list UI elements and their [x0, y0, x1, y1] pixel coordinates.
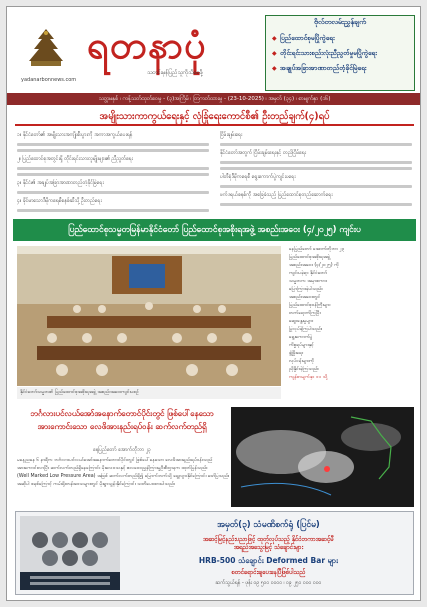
edition-dateline: သတ္တမနှစ် ၊ ကန့်သတ်ထုတ်ဝေမှု - (၃)အကြိမ် ၊ တြကတ်ထားမှု - (23-10-2025) ၊ အမှတ် (၃၄) ၊ စာမျက်နှာ (၁၆) [7, 93, 421, 105]
body-paragraph: ၄။ ခိုင်မာသောဒီမိုကရေစီစနစ်ဆီသို့ ဦးတည်ရေး [17, 198, 102, 204]
body-paragraph: ပြည်ထောင်စုအစိုးရအဖွဲ့ [289, 255, 330, 260]
emblem-icon [23, 27, 69, 69]
ad-title: အမှတ်(၃) သံမဏိစက်ရုံ (ပြင်မ) [217, 520, 320, 530]
article1-body [17, 131, 412, 227]
body-paragraph: ကျင်းပခဲ့ရာ နိုင်ငံတော် [289, 271, 328, 276]
body-paragraph: ရွေးကောက်ပွဲ [289, 335, 313, 340]
body-paragraph: ၁။ နိုင်ငံတော်၏ အမျိုးသားအကျိုးစီးပွားကို အကာအကွယ်ပေးရန် [17, 132, 133, 138]
body-paragraph: ပြုလုပ်ခဲ့ကြပါသည်။ [289, 327, 323, 332]
body-paragraph: မနေ့ညနေ ၆ နာရီက ဘင်္ဂလားပင်လယ်အော်အနောက်တောင်ပိုင်းတွင် ဖြစ်ပေါ်နေသော လေဖိအားနည်းရပ်ဝန်းသည် [17, 458, 213, 463]
bullet-icon: ◆ [272, 65, 277, 72]
objective-item: ◆ အချုပ်အခြာအာဏာတည်တံ့ခိုင်မြဲရေး [272, 61, 408, 76]
body-paragraph: အဆိုပါ စနစ်ကြောင့် ကမ်းရိုးတန်းဒေသများတွင် မိုးရွာသွန်းနိုင်ကြောင်း သတိပေးထားပါသည်။ [17, 482, 176, 487]
objective-item: ◆ ပြည်ထောင်စုမပြိုကွဲရေး [272, 31, 408, 46]
ad-line: စတင်ရောင်းချပေးနေပြီဖြစ်ပါသည် [231, 569, 306, 576]
body-paragraph: ဖက်ဒရယ်စနစ်ကို အခြေခံသည့် ပြည်ထောင်စုတည်ဆောက်ရေး [220, 192, 333, 198]
continued-link[interactable]: ကျန်စာမျက်နှာ ၁၁ သို့ [289, 375, 328, 380]
bullet-icon: ◆ [272, 35, 277, 42]
body-paragraph: အစည်းအဝေးတွင် [289, 295, 321, 300]
body-paragraph: အစည်းအဝေး (၄/၂၀၂၅) ကို [289, 263, 339, 268]
motto: သတင်းမှန်ပြည်သူကိုသိစေဖို့ [147, 70, 203, 76]
ad-line: အဆင့်မြင့်နည်းပညာဖြင့် ထုတ်လုပ်သည့် နိုင်ငံတကာအဆင့်မီ အရည်အသွေးမြင့် သံချောင်းများ [203, 536, 334, 551]
body-paragraph: လုပ်ငန်းများကို [289, 359, 314, 364]
body-paragraph: ငြိမ်းချမ်းရေး [220, 132, 243, 138]
article3-body [17, 457, 414, 503]
article2-body [289, 246, 414, 401]
ad-product: HRB-500 သံချောင်း Deformed Bar များ [198, 556, 339, 565]
body-paragraph: နေပြည်တော် အောက်တိုဘာ ၂၃ [289, 247, 345, 252]
article3-byline: နေပြည်တော် အောက်တိုဘာ ၂၃ [93, 447, 151, 453]
body-paragraph: သမ္မတက အမှာစကား [289, 279, 327, 284]
article1-right-column [220, 131, 412, 209]
body-paragraph: အားကောင်းလာပြီး ဆက်လက်တည်ရှိနေကြောင်း မိုးလေဝသနှင့် ဇလဗေဒညွှန်ကြားမှုဦးစီးဌာနက ထုတ်ပြန်သည်။ [17, 466, 208, 471]
ad-contact: ဆက်သွယ်ရန် - ဖုန်း ၀၉ ၅၀၀ ၀၀၀၀ ၊ ၀၉ ၂၅၀ ၀၀၀ ၀၀၀ [215, 580, 322, 586]
body-paragraph: ဖွံ့ဖြိုးရေး [289, 351, 304, 356]
masthead [7, 7, 421, 91]
body-paragraph: ၃။ နိုင်ငံ၏ အချုပ်အခြာအာဏာတည်တံ့ခိုင်မြဲရေး [17, 180, 104, 186]
article1-left-column [17, 131, 209, 215]
body-paragraph: ကိစ္စရပ်များနှင့် [289, 343, 314, 348]
meeting-room-image [17, 246, 281, 386]
photo-caption: နိုင်ငံတော်သမ္မတ၏ ပြည်ထောင်စုအစိုးရအဖွဲ့ အစည်းအဝေးကျင်းပစဉ် [17, 387, 281, 399]
body-paragraph: (Well Marked Low Pressure Area) အဖြစ် ဆက်လက်တည်ရှိ၍ မြောက်ဘက်သို့ ရွေ့လျားနိုင်ကြောင်း ဖော်ပြသည်။ [17, 474, 230, 479]
body-paragraph: တက်ရောက်ကြပြီး [289, 311, 321, 316]
body-paragraph: ပါတီစုံဒီမိုကရေစီ ရွေးကောက်ပွဲကျင်းပရေး [220, 174, 296, 180]
bullet-icon: ◆ [272, 50, 277, 57]
objectives-heading: ဗိုလ်တလမ်းညွှန်ချက် [313, 18, 366, 26]
objectives-box [265, 15, 415, 91]
body-paragraph: ပြောကြားခဲ့ပါသည်။ [289, 287, 323, 292]
article3-headline[interactable]: ဘင်္ဂလားပင်လယ်အော်အနောက်တောင်ပိုင်းတွင် ဖြစ်ပေါ်နေသော အားကောင်းသော လေဖိအားနည်းရပ်ဝန်း ဆက်လက်တည်ရှိ [30, 409, 214, 431]
newspaper-logo: ရတနာပုံ [87, 22, 207, 67]
article1-headline[interactable]: အမျိုးသားကာကွယ်ရေးနှင့် လုံခြုံရေးကောင်စီ၏ ဦးတည်ချက်(၄)ရပ် [15, 107, 414, 126]
website-url[interactable]: yadanarbonnews.com [21, 77, 77, 83]
article2-headline[interactable]: ပြည်ထောင်စုသမ္မတမြန်မာနိုင်ငံတော် ပြည်ထောင်စုအစိုးရအဖွဲ့ အစည်းအဝေး (၄/၂၀၂၅) ကျင်းပ [13, 219, 416, 241]
objective-item: ◆ တိုင်းရင်းသားစည်းလုံးညီညွတ်မှုမပြိုကွဲရေး [272, 46, 408, 61]
meeting-photo [17, 246, 281, 386]
body-paragraph: ၂။ ပြည်ထောင်စုအတွင်းရှိ တိုင်းရင်းသားလူမျိုးများ၏ ညီညွတ်ရေး [17, 156, 133, 162]
body-paragraph: ညှိနှိုင်းခဲ့ကြသည်။ [289, 367, 319, 372]
steel-bars-image [20, 516, 120, 590]
steel-advertisement[interactable] [15, 511, 414, 595]
body-paragraph: ပြည်ထောင်စုဝန်ကြီးများ [289, 303, 331, 308]
body-paragraph: ဆွေးနွေးမှုများ [289, 319, 314, 324]
newspaper-page [6, 6, 421, 601]
body-paragraph: နိုင်ငံတော်အတွက် ငြိမ်းချမ်းရေးနှင့် တည်ငြိမ်ရေး [220, 150, 307, 156]
